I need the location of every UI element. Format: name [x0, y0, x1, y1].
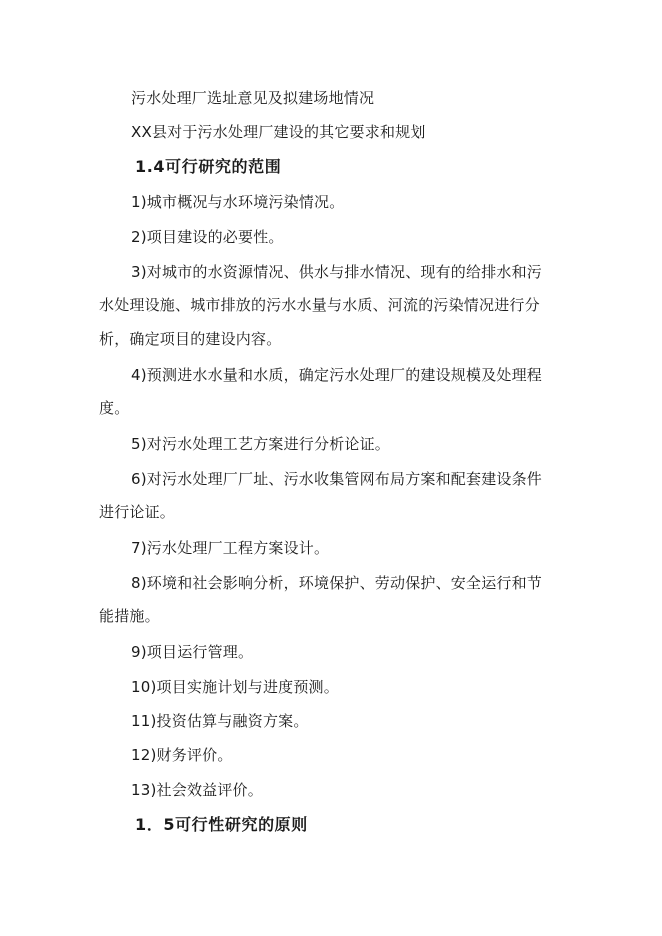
- scope-item-3-line-3: 析，确定项目的建设内容。: [99, 330, 282, 348]
- scope-item-6-line-1: 6)对污水处理厂厂址、污水收集管网布局方案和配套建设条件: [131, 470, 542, 488]
- scope-item-4-line-2: 度。: [99, 399, 130, 417]
- scope-item-11: 11)投资估算与融资方案。: [131, 712, 309, 730]
- scope-item-3-line-1: 3)对城市的水资源情况、供水与排水情况、现有的给排水和污: [131, 263, 542, 281]
- scope-item-1: 1)城市概况与水环境污染情况。: [131, 193, 345, 211]
- scope-item-8-line-2: 能措施。: [99, 607, 160, 625]
- scope-item-13: 13)社会效益评价。: [131, 781, 263, 799]
- scope-item-2: 2)项目建设的必要性。: [131, 228, 284, 246]
- scope-item-12: 12)财务评价。: [131, 746, 233, 764]
- section-heading-1-5: 1．5可行性研究的原则: [135, 815, 308, 834]
- scope-item-4-line-1: 4)预测进水水量和水质，确定污水处理厂的建设规模及处理程: [131, 366, 542, 384]
- scope-item-10: 10)项目实施计划与进度预测。: [131, 678, 339, 696]
- scope-item-9: 9)项目运行管理。: [131, 643, 254, 661]
- scope-item-6-line-2: 进行论证。: [99, 503, 176, 521]
- scope-item-8-line-1: 8)环境和社会影响分析，环境保护、劳动保护、安全运行和节: [131, 574, 542, 592]
- intro-item: 污水处理厂选址意见及拟建场地情况: [131, 89, 375, 107]
- scope-item-5: 5)对污水处理工艺方案进行分析论证。: [131, 435, 390, 453]
- scope-item-7: 7)污水处理厂工程方案设计。: [131, 539, 330, 557]
- section-heading-1-4: 1.4可行研究的范围: [135, 157, 282, 176]
- scope-item-3-line-2: 水处理设施、城市排放的污水水量与水质、河流的污染情况进行分: [99, 296, 540, 314]
- intro-item: XX县对于污水处理厂建设的其它要求和规划: [131, 123, 426, 141]
